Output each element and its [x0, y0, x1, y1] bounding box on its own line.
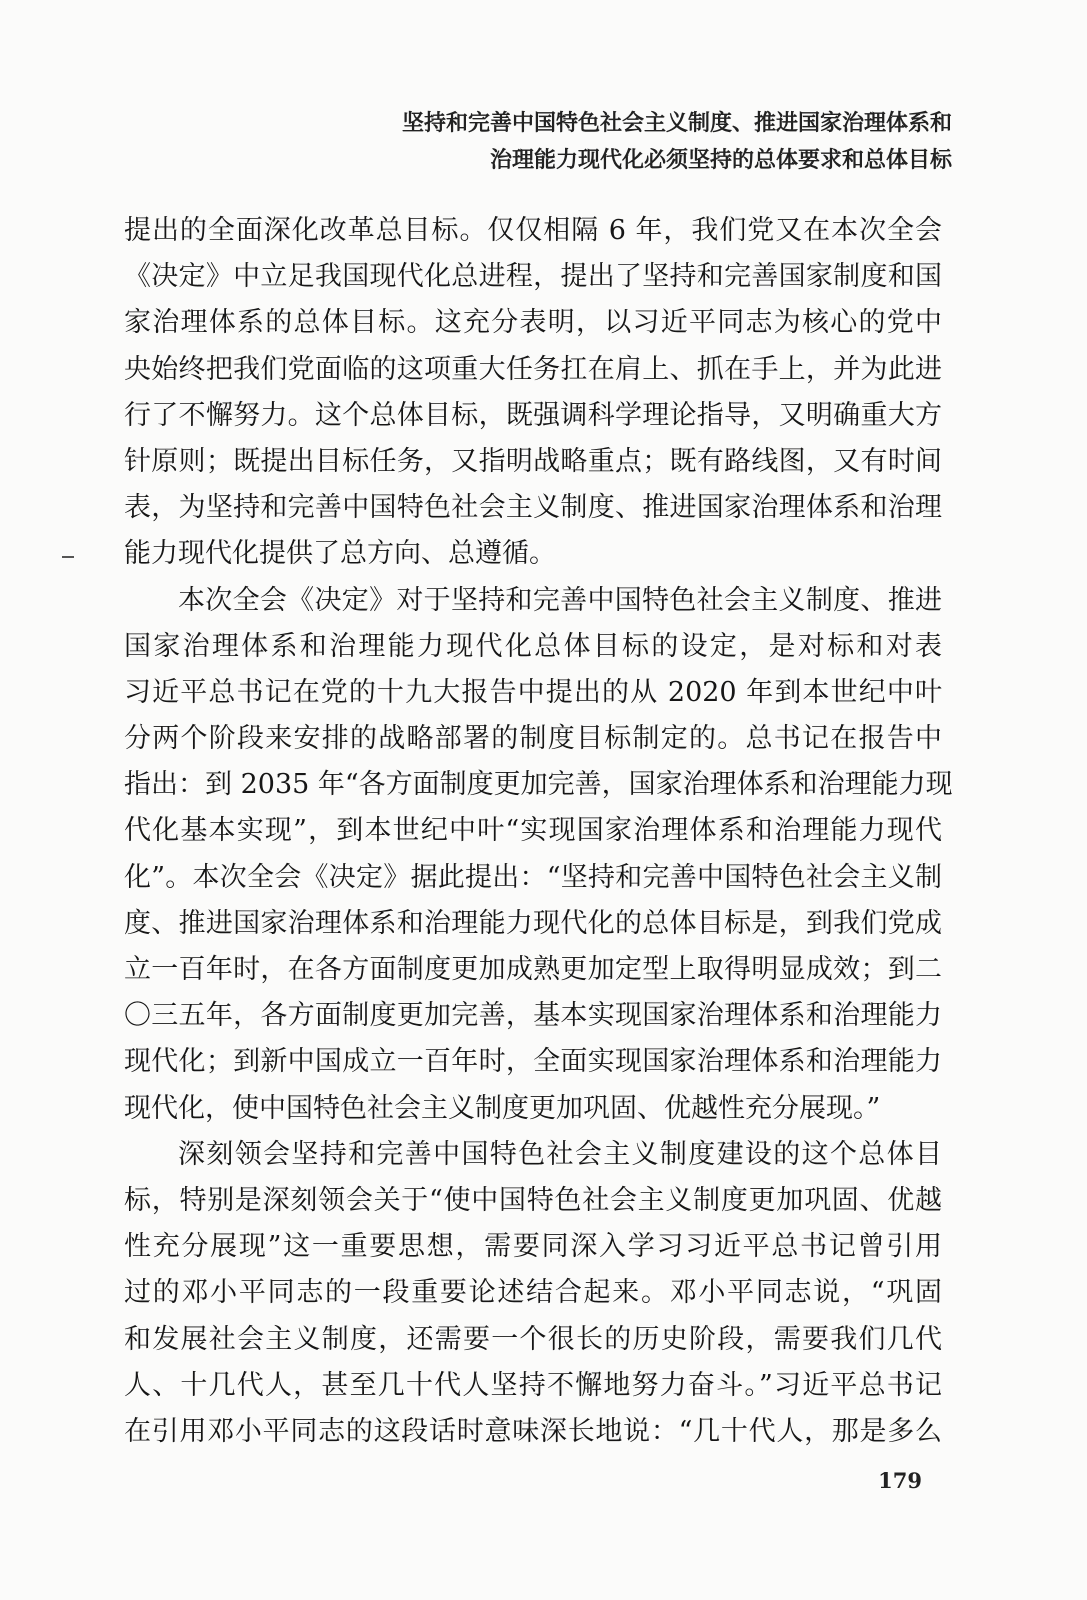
text-line: 〇三五年，各方面制度更加完善，基本实现国家治理体系和治理能力 — [124, 1000, 942, 1032]
text-line: 深刻领会坚持和完善中国特色社会主义制度建设的这个总体目 — [178, 1138, 942, 1170]
page-number: 179 — [878, 1468, 922, 1493]
running-header — [252, 105, 952, 179]
text-line: 针原则；既提出目标任务，又指明战略重点；既有路线图，又有时间 — [124, 445, 942, 477]
text-line: 能力现代化提供了总方向、总遵循。 — [124, 538, 556, 570]
text-line: 度、推进国家治理体系和治理能力现代化的总体目标是，到我们党成 — [124, 907, 942, 939]
paragraph-2 — [124, 578, 953, 1132]
text-line: 分两个阶段来安排的战略部署的制度目标制定的。总书记在报告中 — [124, 723, 942, 755]
text-line: 在引用邓小平同志的这段话时意味深长地说：“几十代人，那是多么 — [124, 1415, 942, 1447]
text-line: 本次全会《决定》对于坚持和完善中国特色社会主义制度、推进 — [178, 584, 942, 616]
text-line: 和发展社会主义制度，还需要一个很长的历史阶段，需要我们几代 — [124, 1323, 942, 1355]
text-line: 指出：到 2035 年“各方面制度更加完善，国家治理体系和治理能力现 — [124, 769, 953, 801]
paragraph-3 — [124, 1132, 942, 1455]
text-line: 《决定》中立足我国现代化总进程，提出了坚持和完善国家制度和国 — [124, 261, 942, 293]
text-line: 表，为坚持和完善中国特色社会主义制度、推进国家治理体系和治理 — [124, 492, 942, 524]
text-line: 现代化；到新中国成立一百年时，全面实现国家治理体系和治理能力 — [124, 1046, 942, 1078]
text-line: 过的邓小平同志的一段重要论述结合起来。邓小平同志说，“巩固 — [124, 1277, 942, 1309]
text-line: 行了不懈努力。这个总体目标，既强调科学理论指导，又明确重大方 — [124, 399, 942, 431]
text-line: 习近平总书记在党的十九大报告中提出的从 2020 年到本世纪中叶 — [124, 676, 942, 708]
paragraph-1 — [124, 208, 942, 578]
body-text — [124, 208, 953, 1455]
text-line: 国家治理体系和治理能力现代化总体目标的设定，是对标和对表 — [124, 630, 942, 662]
text-line: 立一百年时，在各方面制度更加成熟更加定型上取得明显成效；到二 — [124, 954, 942, 985]
running-header-line-1: 坚持和完善中国特色社会主义制度、推进国家治理体系和 — [401, 111, 952, 136]
text-line: 化”。本次全会《决定》据此提出：“坚持和完善中国特色社会主义制 — [124, 861, 942, 893]
text-line: 人、十几代人，甚至几十代人坚持不懈地努力奋斗。”习近平总书记 — [124, 1369, 942, 1401]
text-line: 家治理体系的总体目标。这充分表明，以习近平同志为核心的党中 — [124, 307, 942, 339]
text-line: 提出的全面深化改革总目标。仅仅相隔 6 年，我们党又在本次全会 — [124, 215, 942, 246]
text-line: 央始终把我们党面临的这项重大任务扛在肩上、抓在手上，并为此进 — [124, 353, 942, 385]
scan-mark — [62, 556, 74, 558]
text-line: 代化基本实现”，到本世纪中叶“实现国家治理体系和治理能力现代 — [124, 815, 942, 847]
text-line: 现代化，使中国特色社会主义制度更加巩固、优越性充分展现。” — [124, 1092, 881, 1124]
text-line: 标，特别是深刻领会关于“使中国特色社会主义制度更加巩固、优越 — [124, 1184, 942, 1216]
running-header-line-2: 治理能力现代化必须坚持的总体要求和总体目标 — [489, 148, 952, 173]
text-line: 性充分展现”这一重要思想，需要同深入学习习近平总书记曾引用 — [124, 1231, 942, 1263]
